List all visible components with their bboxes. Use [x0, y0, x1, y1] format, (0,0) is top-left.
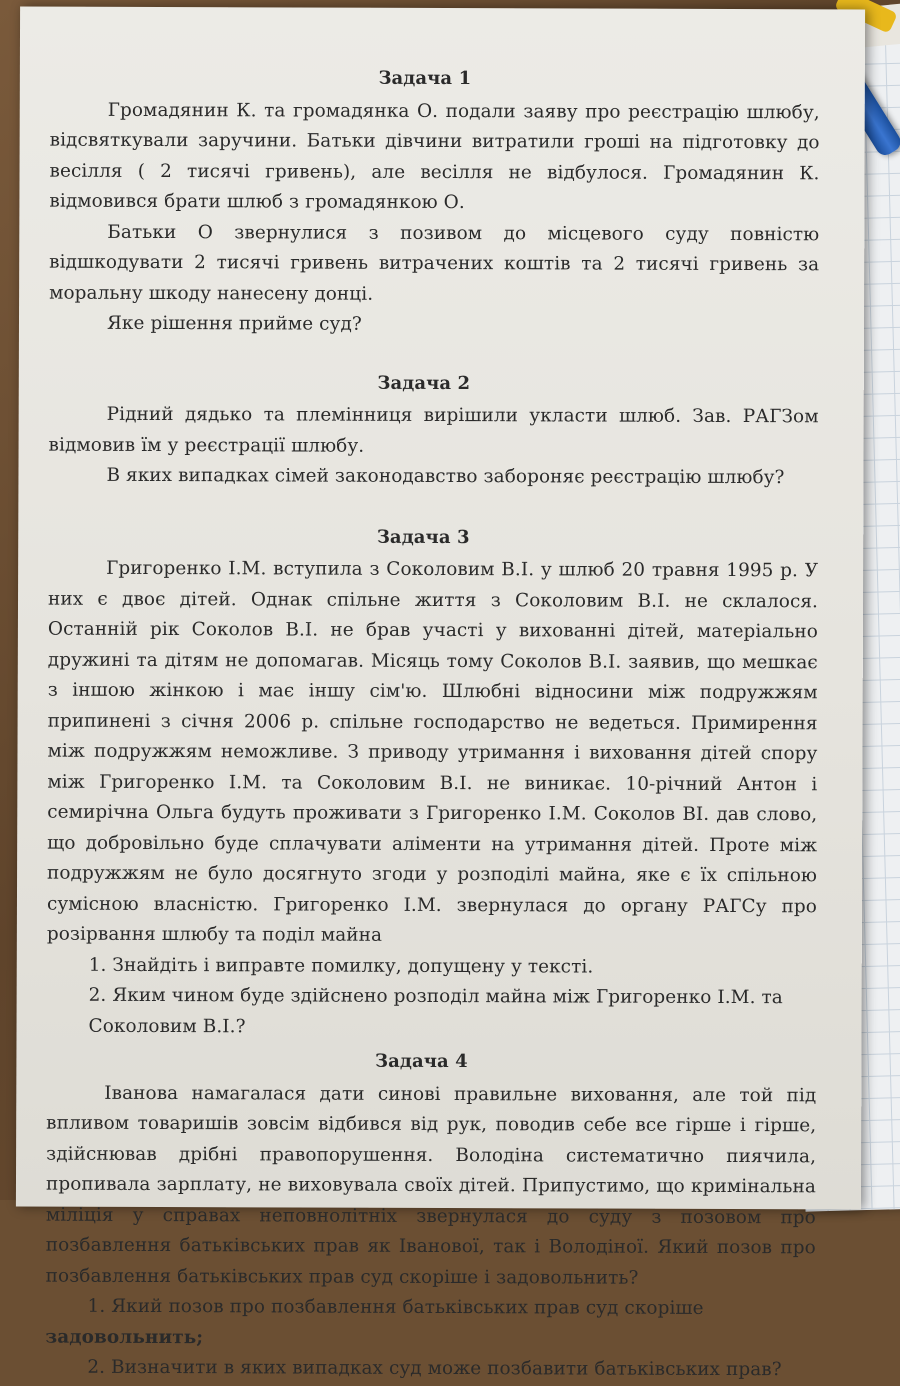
task-2 — [48, 367, 818, 494]
task-question-continuation: задовольнить; — [45, 1326, 204, 1348]
task-4 — [45, 1046, 816, 1386]
task-question: 1. Який позов про позбавлення батьківських прав суд скоріше — [87, 1295, 704, 1319]
task-paragraph: Григоренко І.М. вступила з Соколовим В.І. у шлюб 20 травня 1995 р. У них є двоє дітей. Однак спільне життя з Соколовим В.І. не склалося. Останній рік Соколов В.І. не брав участі у вихованні дітей, матеріально дружині та дітям не допомагав. Місяць тому Соколов В.І. заявив, що мешкає з іншою жінкою і має іншу сім'ю. Шлюбні відносини між подружжям припинені з січня 2006 р. спільне господарство не ведеться. Примирення між подружжям неможливе. З приводу утримання і виховання дітей спору між Григоренко І.М. та Соколовим В.І. не виникає. 10-річний Антон і семирічна Ольга будуть проживати з Григоренко І.М. Соколов ВІ. дав слово, що добровільно буде сплачувати аліменти на утримання дітей. Проте між подружжям не було досягнуто згоди у розподілі майна, яке є їх спільною сумісною власністю. Григоренко І.М. звернулася до органу РАГСу про розірвання шлюбу та поділ майна — [46, 557, 819, 946]
document-content — [45, 63, 820, 1386]
task-paragraph: Іванова намагалася дати синові правильне виховання, але той під впливом товаришів зовсім відбився від рук, поводив себе все гірше і гірше, здійснював дрібні правопорушення. Володіна систематично пиячила, пропивала зарплату, не виховувала своїх дітей. Припустимо, що кримінальна міліція у справах неповнолітніх звернулася до суду з позовом про позбавлення батьківських прав як Іванової, так і Володіної. Який позов про позбавлення батьківських прав суд скоріше і задовольнить? — [45, 1082, 817, 1289]
task-1 — [49, 63, 820, 342]
task-title: Задача 3 — [376, 526, 470, 548]
task-title: Задача 1 — [378, 67, 472, 90]
task-title: Задача 2 — [377, 372, 471, 394]
task-title: Задача 4 — [375, 1050, 468, 1073]
task-question: В яких випадках сімей законодавство забороняє реєстрацію шлюбу? — [106, 464, 785, 489]
task-paragraph: Батьки О звернулися з позивом до місцевого суду повністю відшкодувати 2 тисячі гривень витрачених коштів та 2 тисячі гривень за моральну шкоду нанесену донці. — [49, 221, 820, 305]
task-question: 2. Яким чином буде здійснено розподіл майна між Григоренко І.М. та Соколовим В.І.? — [88, 984, 783, 1037]
task-question: Яке рішення прийме суд? — [106, 312, 362, 335]
task-question: 2. Визначити в яких випадках суд може позбавити батьківських прав? — [87, 1356, 782, 1381]
printed-sheet — [16, 7, 865, 1381]
task-question: 1. Знайдіть і виправте помилку, допущену у тексті. — [88, 954, 594, 978]
task-3 — [46, 521, 818, 1044]
task-paragraph: Громадянин К. та громадянка О. подали заяву про реєстрацію шлюбу, відсвяткували заручини. Батьки дівчини витратили гроші на підготовку до весілля ( 2 тисячі гривень), але весілля не відбулося. Громадянин К. відмовився брати шлюб з громадянкою О. — [49, 99, 820, 214]
task-paragraph: Рідний дядько та племінниця вирішили укласти шлюб. Зав. РАГЗом відмовив їм у реєстрації шлюбу. — [48, 403, 819, 457]
